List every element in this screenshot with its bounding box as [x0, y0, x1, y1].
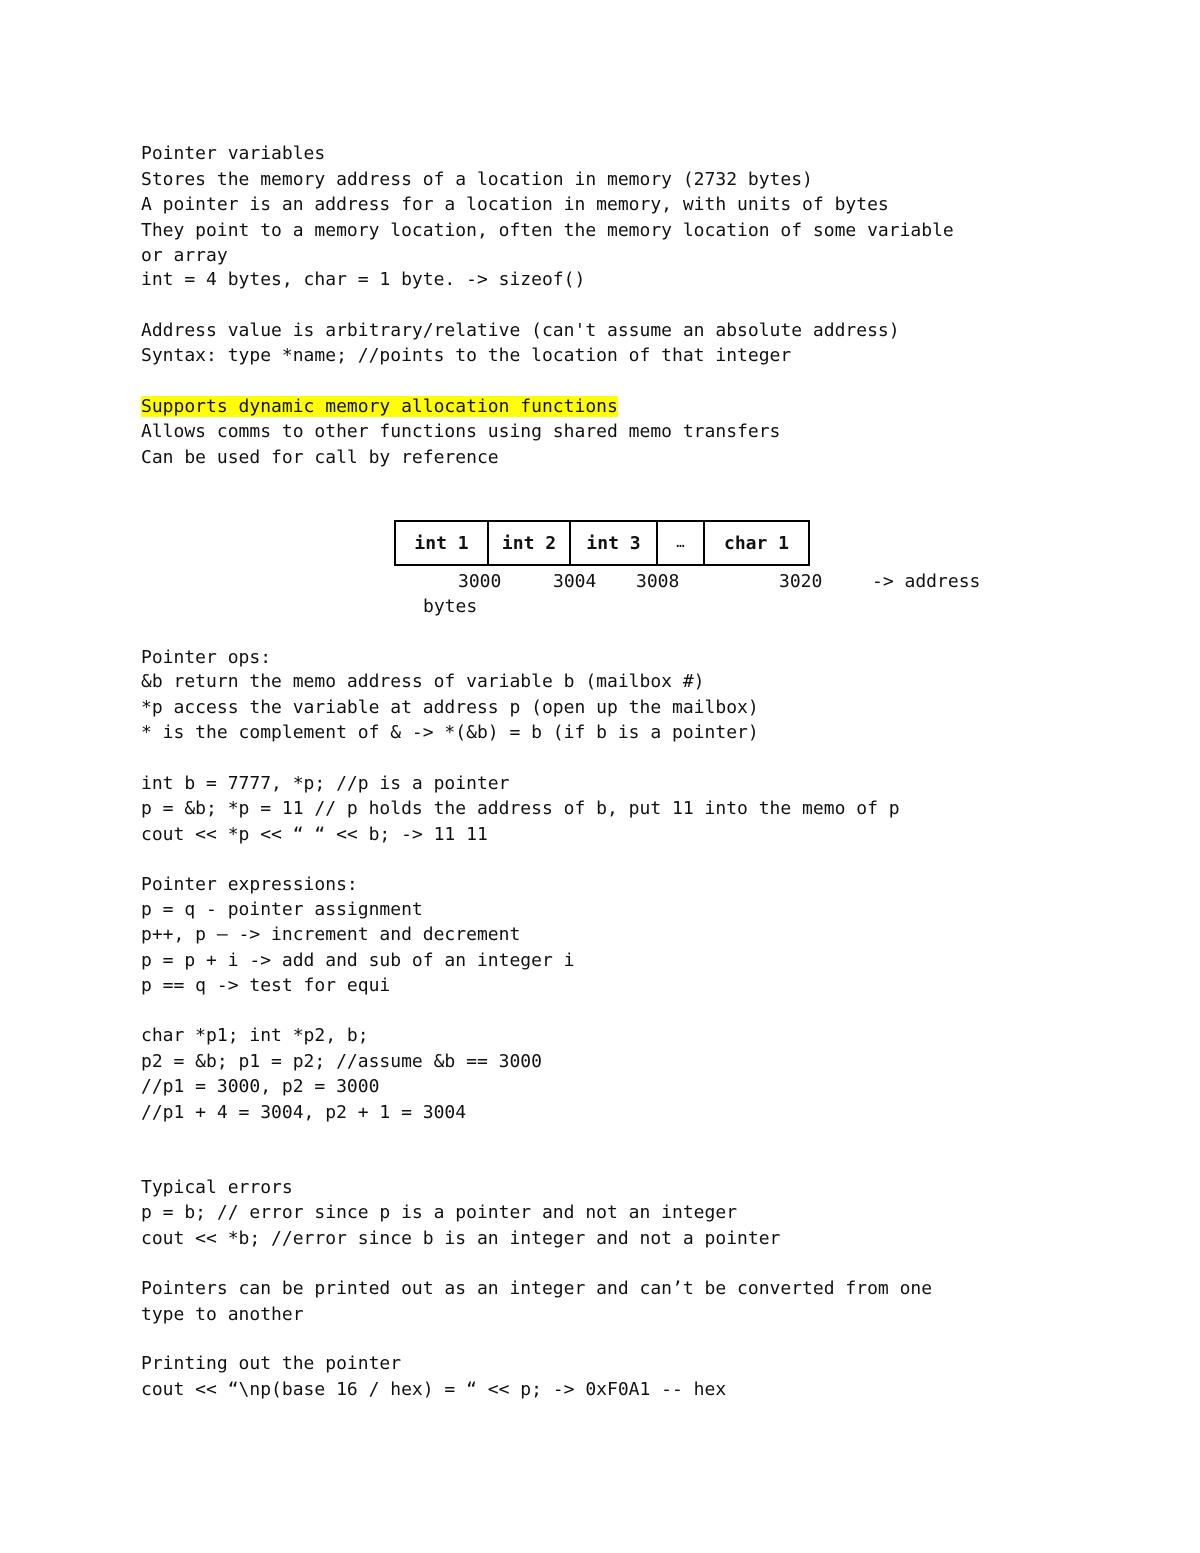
heading-pointer-expressions: Pointer expressions:: [141, 874, 358, 895]
text-line: or array: [141, 245, 228, 266]
address-label: 3004: [553, 571, 597, 592]
text-line: Pointers can be printed out as an integer and can’t be converted from one: [141, 1278, 933, 1299]
memory-cell: char 1: [704, 521, 809, 565]
highlight-text: Supports dynamic memory allocation functions: [141, 396, 618, 417]
memory-diagram: [394, 520, 810, 566]
heading-pointer-variables: Pointer variables: [141, 143, 326, 164]
memory-cell: …: [657, 521, 704, 565]
text-line: Address value is arbitrary/relative (can't assume an absolute address): [141, 320, 900, 341]
address-label: 3000: [458, 571, 502, 592]
address-label: 3020: [779, 571, 823, 592]
code-line: char *p1; int *p2, b;: [141, 1025, 369, 1046]
text-line: * is the complement of & -> *(&b) = b (if b is a pointer): [141, 722, 759, 743]
code-line: //p1 = 3000, p2 = 3000: [141, 1076, 380, 1097]
highlighted-line: [141, 396, 618, 418]
text-line: p++, p – -> increment and decrement: [141, 924, 521, 945]
text-line: *p access the variable at address p (open up the mailbox): [141, 697, 759, 718]
text-line: They point to a memory location, often the memory location of some variable: [141, 220, 954, 241]
text-line: Can be used for call by reference: [141, 447, 499, 468]
text-line: int = 4 bytes, char = 1 byte. -> sizeof(): [141, 269, 586, 290]
text-line: &b return the memo address of variable b (mailbox #): [141, 671, 705, 692]
memory-cell: int 2: [488, 521, 570, 565]
text-line: cout << *b; //error since b is an integer and not a pointer: [141, 1228, 781, 1249]
code-line: cout << “\np(base 16 / hex) = “ << p; -> 0xF0A1 -- hex: [141, 1379, 727, 1400]
bytes-label: bytes: [423, 596, 478, 617]
code-line: //p1 + 4 = 3004, p2 + 1 = 3004: [141, 1102, 467, 1123]
heading-printing-pointer: Printing out the pointer: [141, 1353, 402, 1374]
text-line: Stores the memory address of a location in memory (2732 bytes): [141, 169, 813, 190]
text-line: Allows comms to other functions using shared memo transfers: [141, 421, 781, 442]
address-arrow-label: -> address: [872, 571, 981, 592]
heading-pointer-ops: Pointer ops:: [141, 647, 272, 668]
text-line: A pointer is an address for a location in memory, with units of bytes: [141, 194, 889, 215]
code-line: cout << *p << “ “ << b; -> 11 11: [141, 824, 488, 845]
heading-typical-errors: Typical errors: [141, 1177, 293, 1198]
text-line: p = p + i -> add and sub of an integer i: [141, 950, 575, 971]
text-line: p == q -> test for equi: [141, 975, 391, 996]
text-line: Syntax: type *name; //points to the location of that integer: [141, 345, 792, 366]
code-line: p2 = &b; p1 = p2; //assume &b == 3000: [141, 1051, 542, 1072]
memory-cell: int 1: [395, 521, 488, 565]
address-label: 3008: [636, 571, 680, 592]
memory-cell: int 3: [570, 521, 657, 565]
text-line: type to another: [141, 1304, 304, 1325]
code-line: int b = 7777, *p; //p is a pointer: [141, 773, 510, 794]
text-line: p = q - pointer assignment: [141, 899, 423, 920]
text-line: p = b; // error since p is a pointer and not an integer: [141, 1202, 738, 1223]
code-line: p = &b; *p = 11 // p holds the address of b, put 11 into the memo of p: [141, 798, 900, 819]
